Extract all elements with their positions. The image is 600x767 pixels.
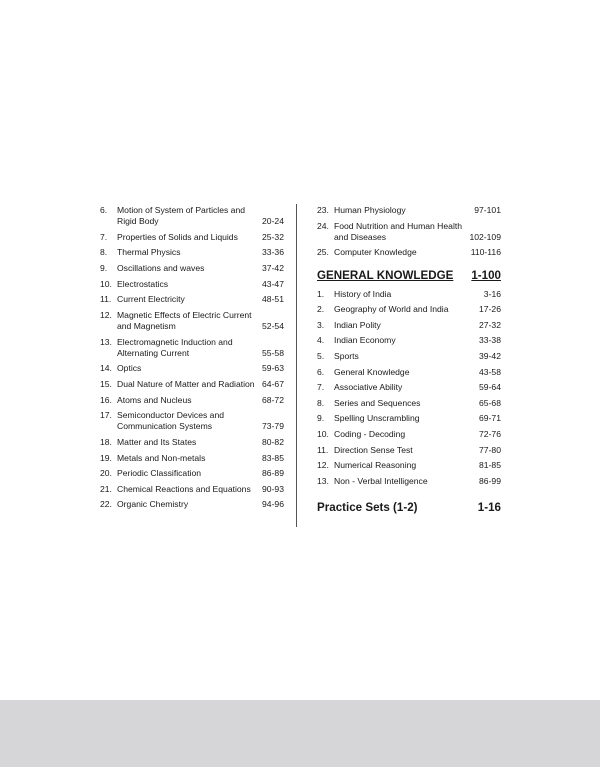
toc-entry-title: Non - Verbal Intelligence — [334, 475, 428, 486]
toc-entry — [100, 279, 284, 290]
general-knowledge-pages: 1-100 — [471, 268, 501, 282]
toc-entry-pages: 17-26 — [479, 304, 501, 315]
toc-entry-num: 21. — [100, 483, 112, 494]
toc-entry-pages: 48-51 — [262, 294, 284, 305]
toc-entry-num: 23. — [317, 205, 329, 215]
toc-entry-num: 5. — [317, 350, 325, 361]
toc-entry-title: General Knowledge — [334, 366, 410, 377]
toc-entry-title: Indian Polity — [334, 319, 381, 330]
toc-entry-title: Electromagnetic Induction and Alternating Current — [117, 336, 233, 358]
toc-entry-num: 8. — [100, 247, 108, 258]
toc-entry-title: Motion of System of Particles and Rigid Body — [117, 205, 246, 227]
toc-entry — [317, 398, 501, 409]
toc-entry-pages: 43-47 — [262, 278, 284, 289]
toc-entry-title: Metals and Non-metals — [117, 452, 206, 463]
toc-entry-num: 12. — [100, 309, 112, 320]
general-knowledge-heading — [317, 269, 501, 283]
practice-sets-heading — [317, 501, 501, 515]
toc-entry — [100, 468, 284, 479]
toc-entry-num: 6. — [317, 366, 325, 377]
toc-entry-title: Organic Chemistry — [117, 499, 189, 510]
toc-entry-pages: 86-89 — [262, 468, 284, 479]
toc-entry-num: 7. — [100, 231, 108, 242]
toc-right-column — [317, 205, 501, 515]
toc-entry-pages: 52-54 — [262, 320, 284, 331]
toc-entry-title: Current Electricity — [117, 294, 185, 305]
toc-entry — [100, 453, 284, 464]
toc-entry-pages: 59-64 — [479, 382, 501, 393]
toc-entry-title: Sports — [334, 350, 359, 361]
toc-entry-title: Dual Nature of Matter and Radiation — [117, 378, 255, 389]
toc-entry — [317, 205, 501, 216]
toc-entry-num: 12. — [317, 460, 329, 471]
toc-entry-pages: 59-63 — [262, 363, 284, 374]
toc-entry-num: 11. — [317, 444, 329, 455]
toc-entry-num: 15. — [100, 378, 112, 389]
toc-entry-title: Chemical Reactions and Equations — [117, 483, 251, 494]
toc-entry-num: 9. — [317, 413, 325, 424]
toc-entry-num: 18. — [100, 436, 112, 447]
toc-entry-pages: 94-96 — [262, 499, 284, 510]
toc-entry-pages: 25-32 — [262, 231, 284, 242]
toc-entry — [317, 304, 501, 315]
toc-entry-pages: 68-72 — [262, 394, 284, 405]
toc-entry-num: 19. — [100, 452, 112, 463]
toc-entry — [317, 289, 501, 300]
toc-entry — [100, 337, 284, 359]
toc-entry-pages: 72-76 — [479, 428, 501, 439]
general-knowledge-title: GENERAL KNOWLEDGE — [317, 268, 454, 282]
toc-entry-title: Associative Ability — [334, 382, 403, 393]
toc-entry-title: Electrostatics — [117, 278, 169, 289]
toc-entry-num: 3. — [317, 319, 325, 330]
toc-entry-title: Optics — [117, 363, 142, 374]
toc-entry-title: Semiconductor Devices and Communication Systems — [117, 410, 224, 432]
toc-entry-num: 7. — [317, 382, 325, 393]
toc-entry-num: 14. — [100, 363, 112, 374]
toc-entry — [100, 395, 284, 406]
toc-entry-title: Magnetic Effects of Electric Current and Magnetism — [117, 309, 252, 331]
toc-entry-pages: 39-42 — [479, 350, 501, 361]
toc-entry-title: Coding - Decoding — [334, 428, 406, 439]
practice-sets-title: Practice Sets (1-2) — [317, 500, 418, 514]
toc-left-column — [100, 205, 284, 515]
toc-entry-num: 10. — [100, 278, 112, 289]
toc-entry-num: 9. — [100, 262, 108, 273]
toc-right-top — [317, 205, 501, 259]
toc-entry-pages: 86-99 — [479, 475, 501, 486]
footer-band — [0, 700, 600, 767]
toc-entry-pages: 102-109 — [469, 231, 501, 242]
toc-entry-num: 22. — [100, 499, 112, 510]
toc-entry-pages: 73-79 — [262, 421, 284, 432]
toc-entry-title: History of India — [334, 288, 392, 299]
toc-entry-title: Human Physiology — [334, 205, 406, 215]
toc-entry — [100, 379, 284, 390]
toc-entry — [100, 263, 284, 274]
toc-entry-pages: 3-16 — [483, 288, 501, 299]
toc-entry-pages: 55-58 — [262, 347, 284, 358]
toc-entry-num: 11. — [100, 294, 112, 305]
toc-entry-pages: 27-32 — [479, 319, 501, 330]
toc-entry-pages: 37-42 — [262, 262, 284, 273]
toc-entry-pages: 33-36 — [262, 247, 284, 258]
toc-entry-num: 6. — [100, 205, 108, 215]
toc-entry-title: Geography of World and India — [334, 304, 449, 315]
toc-entry-pages: 83-85 — [262, 452, 284, 463]
toc-entry-num: 17. — [100, 410, 112, 421]
toc-entry-num: 8. — [317, 397, 325, 408]
toc-entry — [100, 294, 284, 305]
toc-entry — [317, 413, 501, 424]
toc-entry-num: 20. — [100, 468, 112, 479]
toc-entry-pages: 90-93 — [262, 483, 284, 494]
toc-entry — [100, 363, 284, 374]
toc-entry — [100, 247, 284, 258]
toc-entry — [317, 221, 501, 243]
toc-entry-num: 4. — [317, 335, 325, 346]
toc-entry-title: Direction Sense Test — [334, 444, 413, 455]
toc-entry-num: 16. — [100, 394, 112, 405]
toc-entry — [100, 410, 284, 432]
toc-entry-title: Periodic Classification — [117, 468, 202, 479]
toc-entry-pages: 80-82 — [262, 436, 284, 447]
toc-entry-pages: 64-67 — [262, 378, 284, 389]
toc-entry-title: Food Nutrition and Human Health and Diseases — [334, 220, 463, 242]
toc-entry-pages: 97-101 — [474, 205, 501, 215]
toc-entry-pages: 33-38 — [479, 335, 501, 346]
toc-entry-num: 2. — [317, 304, 325, 315]
toc-entry — [100, 205, 284, 227]
toc-entry — [317, 382, 501, 393]
toc-entry — [100, 499, 284, 510]
general-knowledge-list — [317, 289, 501, 487]
toc-entry-title: Matter and Its States — [117, 436, 197, 447]
toc-entry-num: 13. — [100, 336, 112, 347]
toc-entry-title: Thermal Physics — [117, 247, 181, 258]
toc-entry-title: Indian Economy — [334, 335, 396, 346]
toc-entry-num: 10. — [317, 428, 329, 439]
toc-entry — [317, 367, 501, 378]
toc-entry-title: Series and Sequences — [334, 397, 421, 408]
toc-entry-pages: 65-68 — [479, 397, 501, 408]
toc-entry-title: Spelling Unscrambling — [334, 413, 420, 424]
toc-entry-title: Properties of Solids and Liquids — [117, 231, 238, 242]
toc-entry — [100, 484, 284, 495]
toc-entry-pages: 43-58 — [479, 366, 501, 377]
toc-entry-pages: 20-24 — [262, 216, 284, 227]
toc-entry-num: 24. — [317, 220, 329, 231]
practice-sets-pages: 1-16 — [477, 500, 501, 514]
toc-entry — [317, 429, 501, 440]
toc-entry-title: Numerical Reasoning — [334, 460, 417, 471]
toc-entry-num: 1. — [317, 288, 325, 299]
toc-entry-pages: 81-85 — [479, 460, 501, 471]
toc-entry — [317, 351, 501, 362]
toc-entry-title: Computer Knowledge — [334, 247, 417, 258]
toc-entry-pages: 69-71 — [479, 413, 501, 424]
toc-entry-pages: 110-116 — [470, 247, 501, 258]
column-divider — [296, 204, 297, 527]
toc-entry — [100, 437, 284, 448]
toc-entry — [100, 310, 284, 332]
toc-entry — [317, 445, 501, 456]
toc-entry — [317, 335, 501, 346]
toc-entry — [317, 320, 501, 331]
toc-entry — [100, 232, 284, 243]
toc-entry — [317, 247, 501, 258]
toc-entry — [317, 476, 501, 487]
toc-entry-num: 25. — [317, 247, 329, 258]
toc-entry — [317, 460, 501, 471]
toc-entry-num: 13. — [317, 475, 329, 486]
toc-entry-title: Atoms and Nucleus — [117, 394, 192, 405]
toc-entry-title: Oscillations and waves — [117, 262, 205, 273]
toc-entry-pages: 77-80 — [479, 444, 501, 455]
